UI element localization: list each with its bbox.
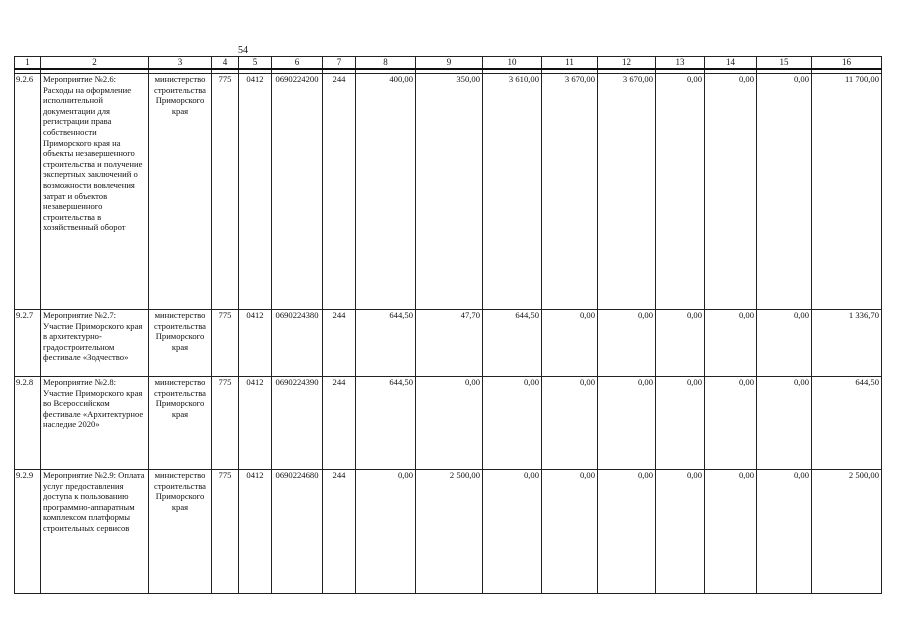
executor: министерство строительства Приморского края: [149, 74, 212, 310]
cell-value: 47,70: [416, 310, 483, 377]
cell-c7: 244: [323, 310, 356, 377]
table-row: [15, 470, 882, 594]
column-header: 7: [323, 57, 356, 70]
cell-value: 0,00: [656, 470, 705, 594]
table-row: [15, 74, 882, 310]
table-row: [15, 310, 882, 377]
column-header: 3: [149, 57, 212, 70]
cell-c5: 0412: [239, 470, 272, 594]
cell-c7: 244: [323, 74, 356, 310]
cell-c7: 244: [323, 470, 356, 594]
cell-value: 644,50: [356, 310, 416, 377]
budget-table: [14, 56, 882, 594]
cell-value: 0,00: [656, 74, 705, 310]
cell-value: 0,00: [757, 470, 812, 594]
cell-c6: 0690224380: [272, 310, 323, 377]
column-header: 9: [416, 57, 483, 70]
measure-name: Мероприятие №2.6: Расходы на оформление исполнительной документации для регистрации права собственности Приморского края на объекты незавершенного строительства и получение экспертных заключений о возможности вовлечения затрат и объектов незавершенного строительства в хозяйственный оборот: [41, 74, 149, 310]
cell-value: 3 610,00: [483, 74, 542, 310]
cell-value: 0,00: [542, 470, 598, 594]
row-number: 9.2.6: [15, 74, 41, 310]
cell-value: 0,00: [705, 470, 757, 594]
cell-total: 2 500,00: [812, 470, 882, 594]
cell-c6: 0690224680: [272, 470, 323, 594]
executor: министерство строительства Приморского края: [149, 310, 212, 377]
cell-value: 0,00: [598, 310, 656, 377]
column-header: 11: [542, 57, 598, 70]
cell-total: 1 336,70: [812, 310, 882, 377]
cell-total: 11 700,00: [812, 74, 882, 310]
cell-value: 0,00: [416, 377, 483, 470]
cell-value: 0,00: [598, 470, 656, 594]
cell-c5: 0412: [239, 310, 272, 377]
cell-value: 0,00: [705, 74, 757, 310]
column-header: 4: [212, 57, 239, 70]
cell-value: 644,50: [356, 377, 416, 470]
column-header: 8: [356, 57, 416, 70]
column-header: 15: [757, 57, 812, 70]
column-header: 6: [272, 57, 323, 70]
row-number: 9.2.8: [15, 377, 41, 470]
cell-value: 0,00: [757, 377, 812, 470]
cell-c4: 775: [212, 470, 239, 594]
column-header: 5: [239, 57, 272, 70]
column-header: 1: [15, 57, 41, 70]
column-header: 13: [656, 57, 705, 70]
row-number: 9.2.9: [15, 470, 41, 594]
column-header: 10: [483, 57, 542, 70]
cell-value: 0,00: [656, 310, 705, 377]
cell-value: 0,00: [757, 74, 812, 310]
cell-total: 644,50: [812, 377, 882, 470]
cell-value: 0,00: [542, 310, 598, 377]
executor: министерство строительства Приморского края: [149, 377, 212, 470]
cell-value: 0,00: [483, 470, 542, 594]
cell-value: 0,00: [356, 470, 416, 594]
executor: министерство строительства Приморского края: [149, 470, 212, 594]
measure-name: Мероприятие №2.8: Участие Приморского края во Всероссийском фестивале «Архитектурное наследие 2020»: [41, 377, 149, 470]
cell-value: 400,00: [356, 74, 416, 310]
cell-value: 0,00: [483, 377, 542, 470]
cell-c6: 0690224390: [272, 377, 323, 470]
cell-value: 0,00: [656, 377, 705, 470]
cell-c4: 775: [212, 310, 239, 377]
measure-name: Мероприятие №2.7: Участие Приморского края в архитектурно-градостроительном фестивале «Зодчество»: [41, 310, 149, 377]
cell-value: 0,00: [705, 377, 757, 470]
page-number: 54: [238, 45, 248, 56]
cell-value: 644,50: [483, 310, 542, 377]
cell-c5: 0412: [239, 377, 272, 470]
cell-value: 3 670,00: [542, 74, 598, 310]
column-header: 2: [41, 57, 149, 70]
cell-value: 3 670,00: [598, 74, 656, 310]
cell-value: 0,00: [598, 377, 656, 470]
cell-value: 0,00: [542, 377, 598, 470]
cell-c4: 775: [212, 74, 239, 310]
cell-c5: 0412: [239, 74, 272, 310]
column-header: 12: [598, 57, 656, 70]
cell-value: 350,00: [416, 74, 483, 310]
table-row: [15, 377, 882, 470]
cell-value: 0,00: [757, 310, 812, 377]
cell-c7: 244: [323, 377, 356, 470]
cell-c6: 0690224200: [272, 74, 323, 310]
column-header: 14: [705, 57, 757, 70]
cell-c4: 775: [212, 377, 239, 470]
column-header: 16: [812, 57, 882, 70]
cell-value: 2 500,00: [416, 470, 483, 594]
header-row: [15, 57, 882, 70]
row-number: 9.2.7: [15, 310, 41, 377]
measure-name: Мероприятие №2.9: Оплата услуг предоставления доступа к пользованию программно-аппаратным комплексом платформы строительных сервисов: [41, 470, 149, 594]
cell-value: 0,00: [705, 310, 757, 377]
